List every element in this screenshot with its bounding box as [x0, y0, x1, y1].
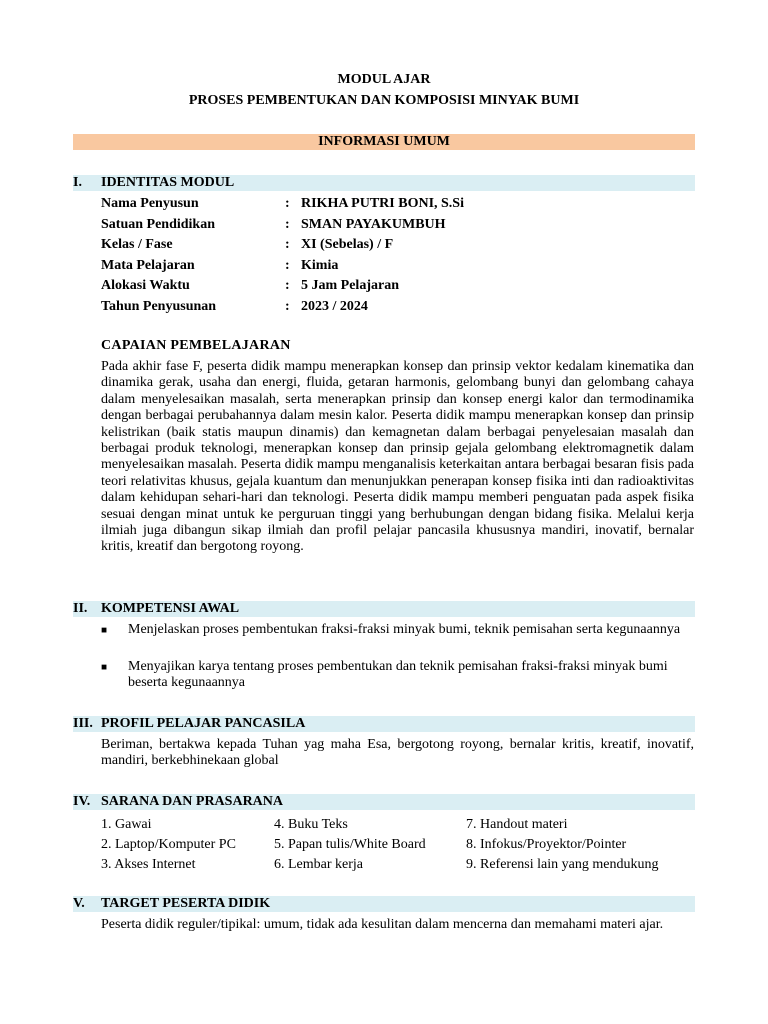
identity-key: Kelas / Fase — [101, 237, 173, 252]
identity-colon: : — [285, 257, 290, 273]
identity-key: Satuan Pendidikan — [101, 216, 215, 232]
target-paragraph: Peserta didik reguler/tipikal: umum, tidak ada kesulitan dalam mencerna dan memahami materi ajar. — [101, 917, 664, 932]
identity-colon: : — [285, 237, 290, 252]
section-number: II. — [73, 601, 88, 616]
sarana-item: 9. Referensi lain yang mendukung — [466, 857, 659, 872]
identity-key: Mata Pelajaran — [101, 257, 195, 273]
section-label: SARANA DAN PRASARANA — [101, 794, 284, 809]
identity-value: XI (Sebelas) / F — [301, 237, 394, 252]
section-sarana-header — [73, 794, 695, 810]
identity-value: RIKHA PUTRI BONI, S.Si — [301, 196, 464, 211]
identity-value: SMAN PAYAKUMBUH — [301, 216, 446, 232]
identity-key: Tahun Penyusunan — [101, 298, 217, 314]
section-number: IV. — [73, 794, 91, 809]
section-label: TARGET PESERTA DIDIK — [101, 896, 271, 911]
sarana-item: 2. Laptop/Komputer PC — [101, 837, 236, 852]
identity-key: Alokasi Waktu — [101, 278, 190, 293]
sarana-item: 6. Lembar kerja — [274, 857, 364, 872]
identity-key: Nama Penyusun — [101, 196, 199, 211]
document-title: MODUL AJAR — [337, 72, 431, 87]
list-item-text: Menyajikan karya tentang proses pembentukan dan teknik pemisahan fraksi-fraksi minyak bumi beserta kegunaannya — [128, 659, 668, 690]
sarana-item: 7. Handout materi — [466, 817, 568, 832]
capaian-paragraph: Pada akhir fase F, peserta didik mampu menerapkan konsep dan prinsip vektor kedalam kinematika dan dinamika gerak, usaha dan energi, fluida, getaran harmonis, gelombang bunyi dan gelombang cahaya dalam menyelesaikan masalah, serta menerapkan prinsip dan konsep energi kalor dan termodinamika dengan berbagai perubahannya dalam mesin kalor. Peserta didik mampu menerapkan konsep dan prinsip kelistrikan (baik statis maupun dinamis) dan kemagnetan dalam berbagai penyelesaian masalah dan berbagai produk teknologi, menerapkan konsep dan prinsip gejala gelombang elektromagnetik dalam menyelesaikan masalah. Peserta didik mampu menganalisis keterkaitan antara berbagai besaran fisis pada teori relativitas khusus, gejala kuantum dan menunjukkan penerapan konsep fisika inti dan radioaktivitas dalam kehidupan sehari-hari dan teknologi. Peserta didik mampu memberi penguatan pada aspek fisika sesuai dengan minat untuk ke perguruan tinggi yang berhubungan dengan bidang fisika. Melalui kerja ilmiah juga dibangun sikap ilmiah dan profil pelajar pancasila khususnya mandiri, inovatif, bernalar kritis, kreatif dan bergotong royong. — [101, 359, 694, 555]
list-item-text: Menjelaskan proses pembentukan fraksi-fraksi minyak bumi, teknik pemisahan serta kegunaannya — [128, 622, 681, 637]
section-profil-header — [73, 716, 695, 732]
sarana-item: 3. Akses Internet — [101, 857, 196, 872]
sarana-item: 1. Gawai — [101, 817, 152, 832]
identity-value: Kimia — [301, 257, 339, 273]
identity-colon: : — [285, 278, 290, 293]
identity-colon: : — [285, 196, 290, 211]
section-label: PROFIL PELAJAR PANCASILA — [101, 716, 306, 731]
section-label: IDENTITAS MODUL — [101, 175, 235, 190]
identity-value: 2023 / 2024 — [301, 298, 368, 314]
capaian-heading: CAPAIAN PEMBELAJARAN — [101, 338, 291, 353]
bullet-square-icon: ■ — [101, 662, 108, 673]
section-target-header — [73, 896, 695, 912]
sarana-item: 4. Buku Teks — [274, 817, 348, 832]
section-identitas-header — [73, 175, 695, 191]
document-subtitle: PROSES PEMBENTUKAN DAN KOMPOSISI MINYAK BUMI — [188, 93, 580, 108]
sarana-item: 8. Infokus/Proyektor/Pointer — [466, 837, 627, 852]
bullet-square-icon: ■ — [101, 625, 108, 636]
general-info-banner: INFORMASI UMUM — [73, 134, 695, 150]
sarana-item: 5. Papan tulis/White Board — [274, 837, 426, 852]
section-label: KOMPETENSI AWAL — [101, 601, 240, 616]
section-number: I. — [73, 175, 82, 190]
identity-value: 5 Jam Pelajaran — [301, 278, 399, 293]
identity-colon: : — [285, 216, 290, 232]
profil-paragraph: Beriman, bertakwa kepada Tuhan yag maha Esa, bergotong royong, bernalar kritis, kreatif, inovatif, mandiri, berkebhinekaan global — [101, 737, 694, 769]
section-kompetensi-header — [73, 601, 695, 617]
section-number: III. — [73, 716, 93, 731]
identity-colon: : — [285, 298, 290, 314]
section-number: V. — [73, 896, 85, 911]
